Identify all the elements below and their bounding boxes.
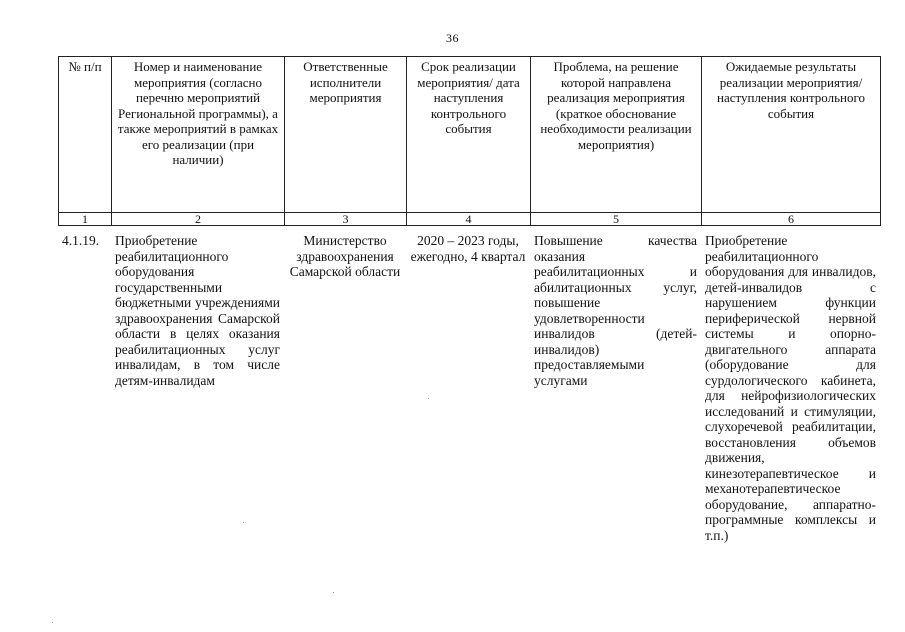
table-body — [58, 232, 880, 544]
col-problem-header: Проблема, на решение которой направлена реализация мероприятия (краткое обоснование необходимости реализации мероприятия) — [531, 57, 702, 213]
col-problem-index: 5 — [531, 213, 702, 226]
col-name-header: Номер и наименование мероприятия (согласно перечню мероприятий Региональной программы), а также мероприятий в рамках его реализации (при наличии) — [112, 57, 285, 213]
row-result: Приобретение реабилитационного оборудования для инвалидов, детей-инвалидов с нарушением функции периферической нервной системы и опорно-двигательного аппарата (оборудование для сурдологического кабинета, для нейрофизиологических исследований и стимуляции, слухоречевой реабилитации, восстановления объемов движения, кинезотерапевтическое и механотерапевтическое оборудование, аппаратно-программные комплексы и т.п.) — [705, 233, 876, 543]
header-titles-row — [59, 57, 881, 213]
row-executors: Министерство здравоохранения Самарской области — [289, 233, 401, 279]
row-number: 4.1.19. — [62, 233, 100, 248]
col-executors-header: Ответственные исполнители мероприятия — [285, 57, 407, 213]
col-period-header: Срок реализации мероприятия/ дата наступления контрольного события — [407, 57, 531, 213]
table-row — [58, 232, 880, 544]
col-result-header: Ожидаемые результаты реализации мероприятия/ наступления контрольного события — [702, 57, 881, 213]
row-name: Приобретение реабилитационного оборудования государственными бюджетными учреждениями здравоохранения Самарской области в целях оказания реабилитационных услуг инвалидам, в том числе детям-инвалидам — [115, 233, 280, 388]
scan-speck — [333, 592, 334, 593]
col-result-index: 6 — [702, 213, 881, 226]
row-period: 2020 – 2023 годы, ежегодно, 4 квартал — [410, 233, 526, 264]
col-executors-index: 3 — [285, 213, 407, 226]
col-number-header: № п/п — [59, 57, 112, 213]
row-problem: Повышение качества оказания реабилитационных и абилитационных услуг, повышение удовлетворенности инвалидов (детей-инвалидов) предоставляемыми услугами — [534, 233, 697, 388]
col-period-index: 4 — [407, 213, 531, 226]
scan-speck — [52, 622, 53, 623]
col-name-index: 2 — [112, 213, 285, 226]
table-header — [58, 56, 881, 226]
page-number: 36 — [446, 31, 459, 45]
scan-speck — [428, 398, 429, 399]
header-numbers-row — [59, 213, 881, 226]
col-number-index: 1 — [59, 213, 112, 226]
scan-speck — [243, 522, 244, 523]
